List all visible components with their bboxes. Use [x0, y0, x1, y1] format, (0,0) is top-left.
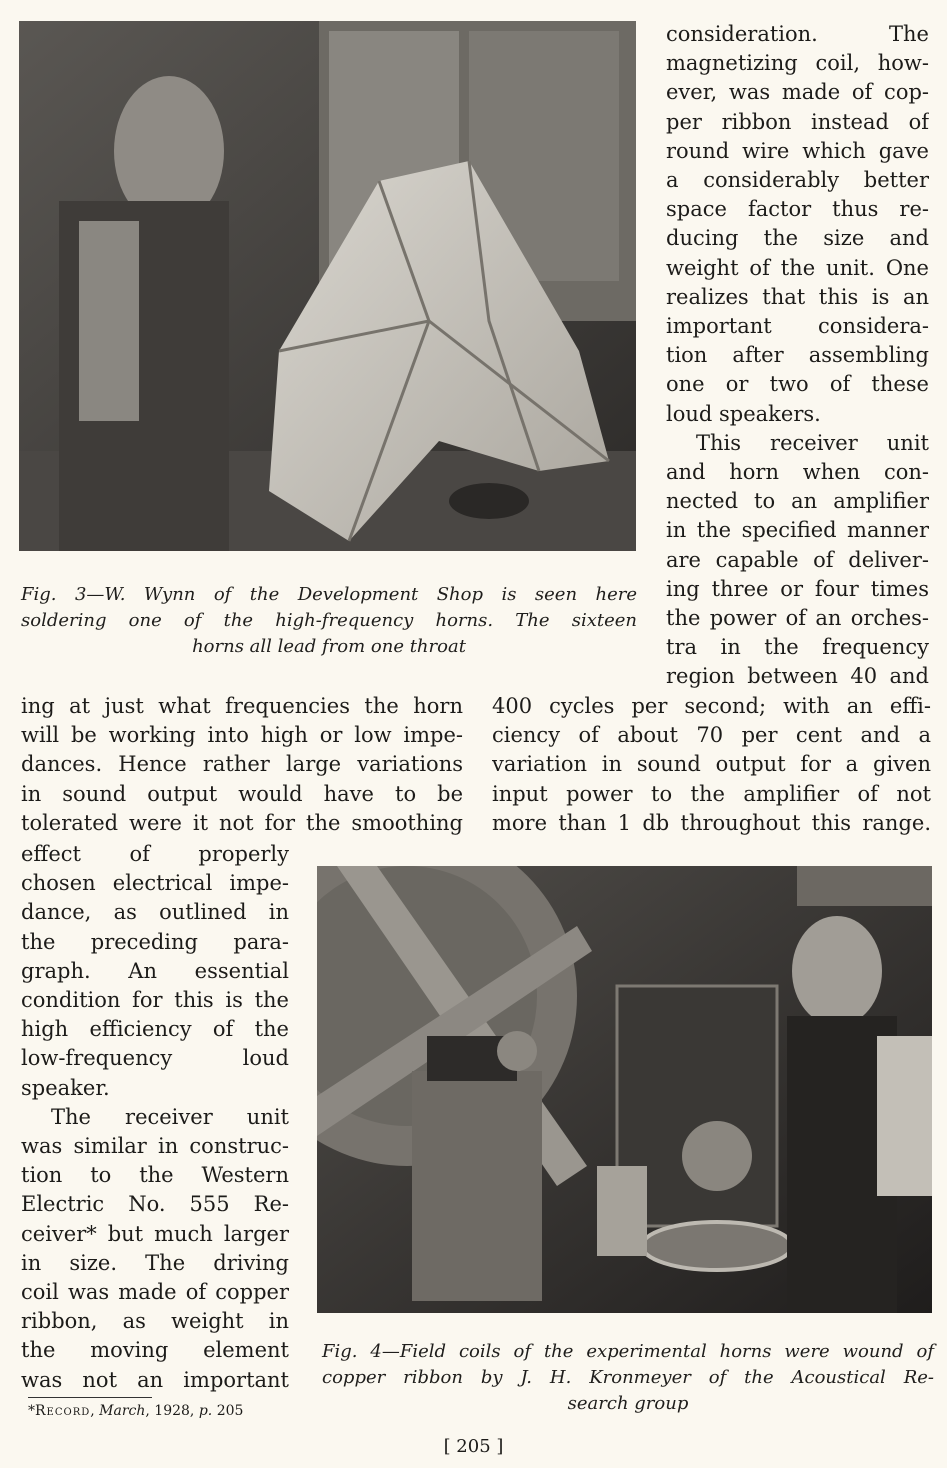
text-line: ducing the size and	[666, 226, 929, 251]
footnote-separator: ,	[90, 1403, 100, 1419]
text-line: input power to the amplifier of not	[492, 781, 931, 806]
footnote-page-label: p.	[198, 1403, 213, 1419]
text-line: magnetizing coil, how-	[666, 51, 929, 76]
text-line: tra in the frequency	[666, 635, 929, 660]
text-line: ing three or four times	[666, 576, 929, 601]
figure-3-caption-line: Fig. 3—W. Wynn of the Development Shop is seen here	[21, 584, 637, 605]
text-line: high efficiency of the	[21, 1017, 289, 1042]
footnote-marker: *	[28, 1403, 35, 1419]
text-line: was not an important	[21, 1367, 289, 1392]
text-line: the preceding para-	[21, 929, 289, 954]
text-line: the moving element	[21, 1338, 289, 1363]
text-line: graph. An essential	[21, 958, 289, 983]
footnote	[28, 1403, 243, 1419]
footnote-source: Record	[35, 1403, 91, 1419]
text-line: in sound output would have to be	[21, 781, 463, 806]
figure-4-caption-line: search group	[567, 1393, 689, 1414]
text-line: the power of an orches-	[666, 606, 929, 631]
text-line: This receiver unit	[696, 430, 929, 455]
text-line: tolerated were it not for the smoothing	[21, 810, 463, 835]
text-line: consideration. The	[666, 22, 929, 46]
figure-4-caption-line: Fig. 4—Field coils of the experimental horns were wound of	[322, 1341, 934, 1362]
footnote-rest: , 1928,	[145, 1403, 199, 1419]
text-line: a considerably better	[666, 168, 929, 193]
text-line: coil was made of copper	[21, 1280, 289, 1305]
text-line: region between 40 and	[666, 664, 929, 689]
text-line: important considera-	[666, 314, 929, 339]
text-line: one or two of these	[666, 372, 929, 397]
text-line: and horn when con-	[666, 460, 929, 485]
text-line: 400 cycles per second; with an effi-	[492, 694, 931, 718]
left-bottom-text	[21, 840, 289, 1395]
text-line: weight of the unit. One	[666, 255, 929, 280]
text-line: ever, was made of cop-	[666, 80, 929, 105]
text-line: per ribbon instead of	[666, 109, 929, 134]
text-line: realizes that this is an	[666, 284, 929, 309]
text-line: variation in sound output for a given	[492, 752, 931, 777]
text-line: space factor thus re-	[666, 197, 929, 222]
figure-3-caption	[21, 582, 637, 660]
footnote-rule	[28, 1397, 152, 1398]
text-line: was similar in construc-	[21, 1134, 289, 1159]
footnote-date: March	[99, 1403, 146, 1419]
text-line: tion after assembling	[666, 343, 929, 368]
text-line: in the specified manner	[666, 518, 929, 543]
text-line: ceiver* but much larger	[21, 1221, 289, 1246]
right-column-text	[666, 20, 929, 692]
text-line: ribbon, as weight in	[21, 1309, 289, 1334]
text-line: condition for this is the	[21, 988, 289, 1013]
figure-4-caption-line: copper ribbon by J. H. Kronmeyer of the Acoustical Re-	[322, 1367, 934, 1388]
text-line: tion to the Western	[21, 1163, 289, 1188]
text-line: dances. Hence rather large variations	[21, 752, 463, 777]
text-line: will be working into high or low impe-	[21, 723, 463, 748]
text-line: nected to an amplifier	[666, 489, 929, 514]
right-middle-text	[492, 692, 931, 838]
text-line: speaker.	[21, 1075, 110, 1100]
text-line: effect of properly	[21, 842, 289, 866]
text-line: ing at just what frequencies the horn	[21, 694, 463, 718]
text-line: Electric No. 555 Re-	[21, 1192, 289, 1217]
text-line: in size. The driving	[21, 1250, 289, 1275]
left-middle-text	[21, 692, 463, 838]
figure-4-photo	[317, 866, 932, 1313]
text-line: dance, as outlined in	[21, 900, 289, 925]
text-line: round wire which gave	[666, 138, 929, 163]
footnote-page: 205	[212, 1403, 244, 1419]
page-number: [ 205 ]	[443, 1436, 504, 1457]
text-line: chosen electrical impe-	[21, 871, 289, 896]
figure-3-caption-line: horns all lead from one throat	[192, 636, 466, 657]
figure-4-caption	[322, 1339, 934, 1417]
text-line: low-frequency loud	[21, 1046, 289, 1071]
figure-3-caption-line: soldering one of the high-frequency horns. The sixteen	[21, 610, 637, 631]
text-line: loud speakers.	[666, 401, 821, 426]
text-line: are capable of deliver-	[666, 547, 929, 572]
figure-3-photo	[19, 21, 636, 551]
text-line: ciency of about 70 per cent and a	[492, 723, 931, 748]
text-line: more than 1 db throughout this range.	[492, 810, 931, 835]
text-line: The receiver unit	[51, 1104, 289, 1129]
